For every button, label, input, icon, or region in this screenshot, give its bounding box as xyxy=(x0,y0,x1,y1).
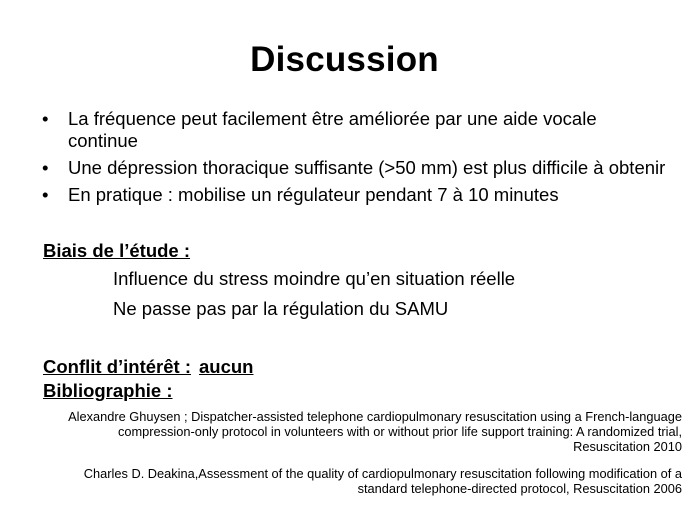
bullet-item xyxy=(40,108,670,152)
slide-title: Discussion xyxy=(250,40,439,79)
bullet-text: En pratique : mobilise un régulateur pendant 7 à 10 minutes xyxy=(68,184,559,205)
bullet-text: Une dépression thoracique suffisante (>50 mm) est plus difficile à obtenir xyxy=(68,157,666,178)
conflict-value: aucun xyxy=(198,356,254,377)
bullet-item xyxy=(40,184,670,206)
conflict-section xyxy=(43,356,253,378)
bullet-dot-icon: • xyxy=(42,108,49,129)
bullet-list xyxy=(40,108,670,211)
bias-heading: Biais de l’étude : xyxy=(43,240,191,261)
reference-item: Charles D. Deakina,Assessment of the quality of cardiopulmonary resuscitation following modification of a standard telephone-directed protocol, Resuscitation 2006 xyxy=(83,466,682,496)
reference-item: Alexandre Ghuysen ; Dispatcher-assisted telephone cardiopulmonary resuscitation using a French-language compression-only protocol in volunteers with or without prior life support training: A randomized trial, Resuscitation 2010 xyxy=(68,409,682,454)
bullet-item xyxy=(40,157,670,179)
bullet-dot-icon: • xyxy=(42,157,49,178)
conflict-heading: Conflit d’intérêt : xyxy=(43,356,191,377)
bullet-text: La fréquence peut facilement être améliorée par une aide vocale continue xyxy=(68,108,597,151)
bibliography-heading: Bibliographie : xyxy=(43,380,173,401)
bias-item: Ne passe pas par la régulation du SAMU xyxy=(113,298,449,319)
bias-item: Influence du stress moindre qu’en situation réelle xyxy=(113,268,516,289)
bullet-dot-icon: • xyxy=(42,184,49,205)
